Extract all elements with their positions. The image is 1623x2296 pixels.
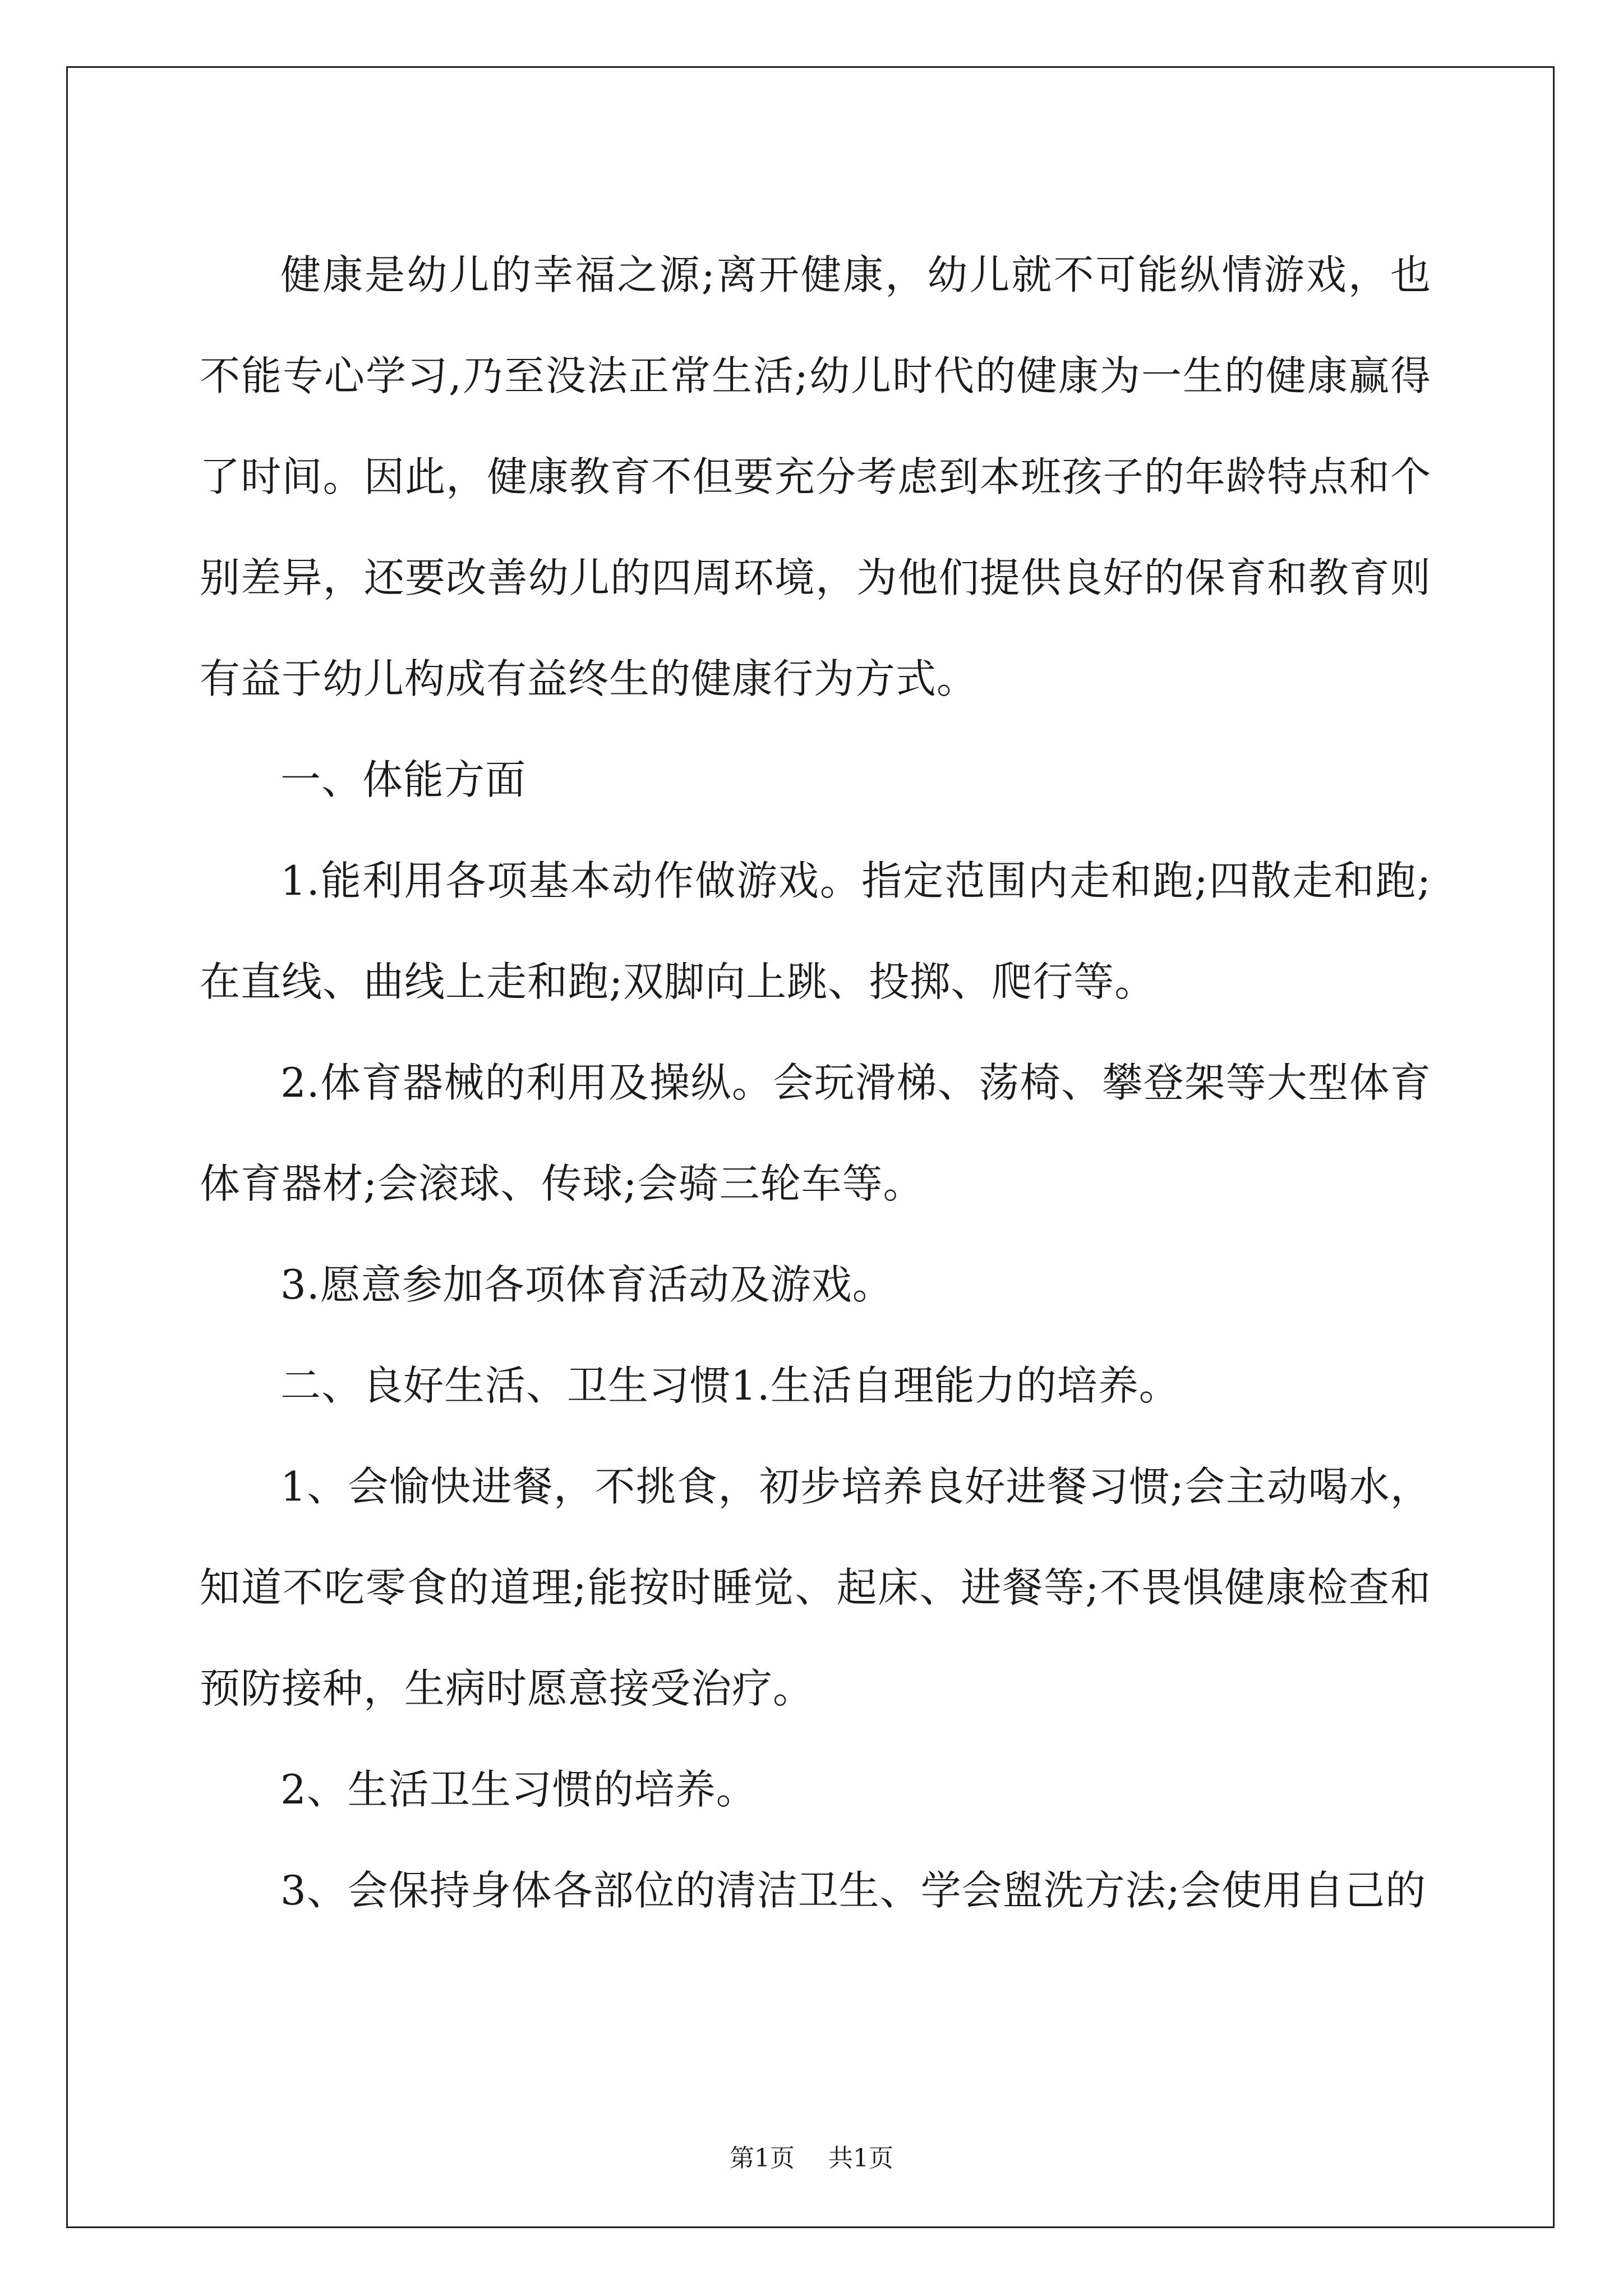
paragraph-intro: 健康是幼儿的幸福之源;离开健康，幼儿就不可能纵情游戏，也不能专心学习,乃至没法正常生活;幼儿时代的健康为一生的健康赢得了时间。因此，健康教育不但要充分考虑到本班孩子的年龄特点和个别差异，还要改善幼儿的四周环境，为他们提供良好的保育和教育则有益于幼儿构成有益终生的健康行为方式。 [200,251,1431,702]
page-total: 共1页 [828,2144,893,2173]
paragraph-habit-2: 2、生活卫生习惯的培养。 [280,1766,757,1813]
paragraph-item-3: 3.愿意参加各项体育活动及游戏。 [280,1261,893,1308]
heading-physical: 一、体能方面 [280,756,527,803]
document-body [200,224,1431,1941]
paragraph-item-2: 2.体育器械的利用及操纵。会玩滑梯、荡椅、攀登架等大型体育体育器材;会滚球、传球;会骑三轮车等。 [200,1059,1431,1207]
paragraph-habit-3: 3、会保持身体各部位的清洁卫生、学会盥洗方法;会使用自己的 [280,1867,1427,1914]
paragraph-habit-1: 1、会愉快进餐，不挑食，初步培养良好进餐习惯;会主动喝水，知道不吃零食的道理;能按时睡觉、起床、进餐等;不畏惧健康检查和预防接种，生病时愿意接受治疗。 [200,1463,1431,1712]
page-number: 第1页 [730,2144,795,2173]
page-footer [0,2142,1623,2175]
paragraph-item-1: 1.能利用各项基本动作做游戏。指定范围内走和跑;四散走和跑;在直线、曲线上走和跑;双脚向上跳、投掷、爬行等。 [200,857,1431,1005]
heading-habits: 二、良好生活、卫生习惯1.生活自理能力的培养。 [280,1362,1180,1409]
